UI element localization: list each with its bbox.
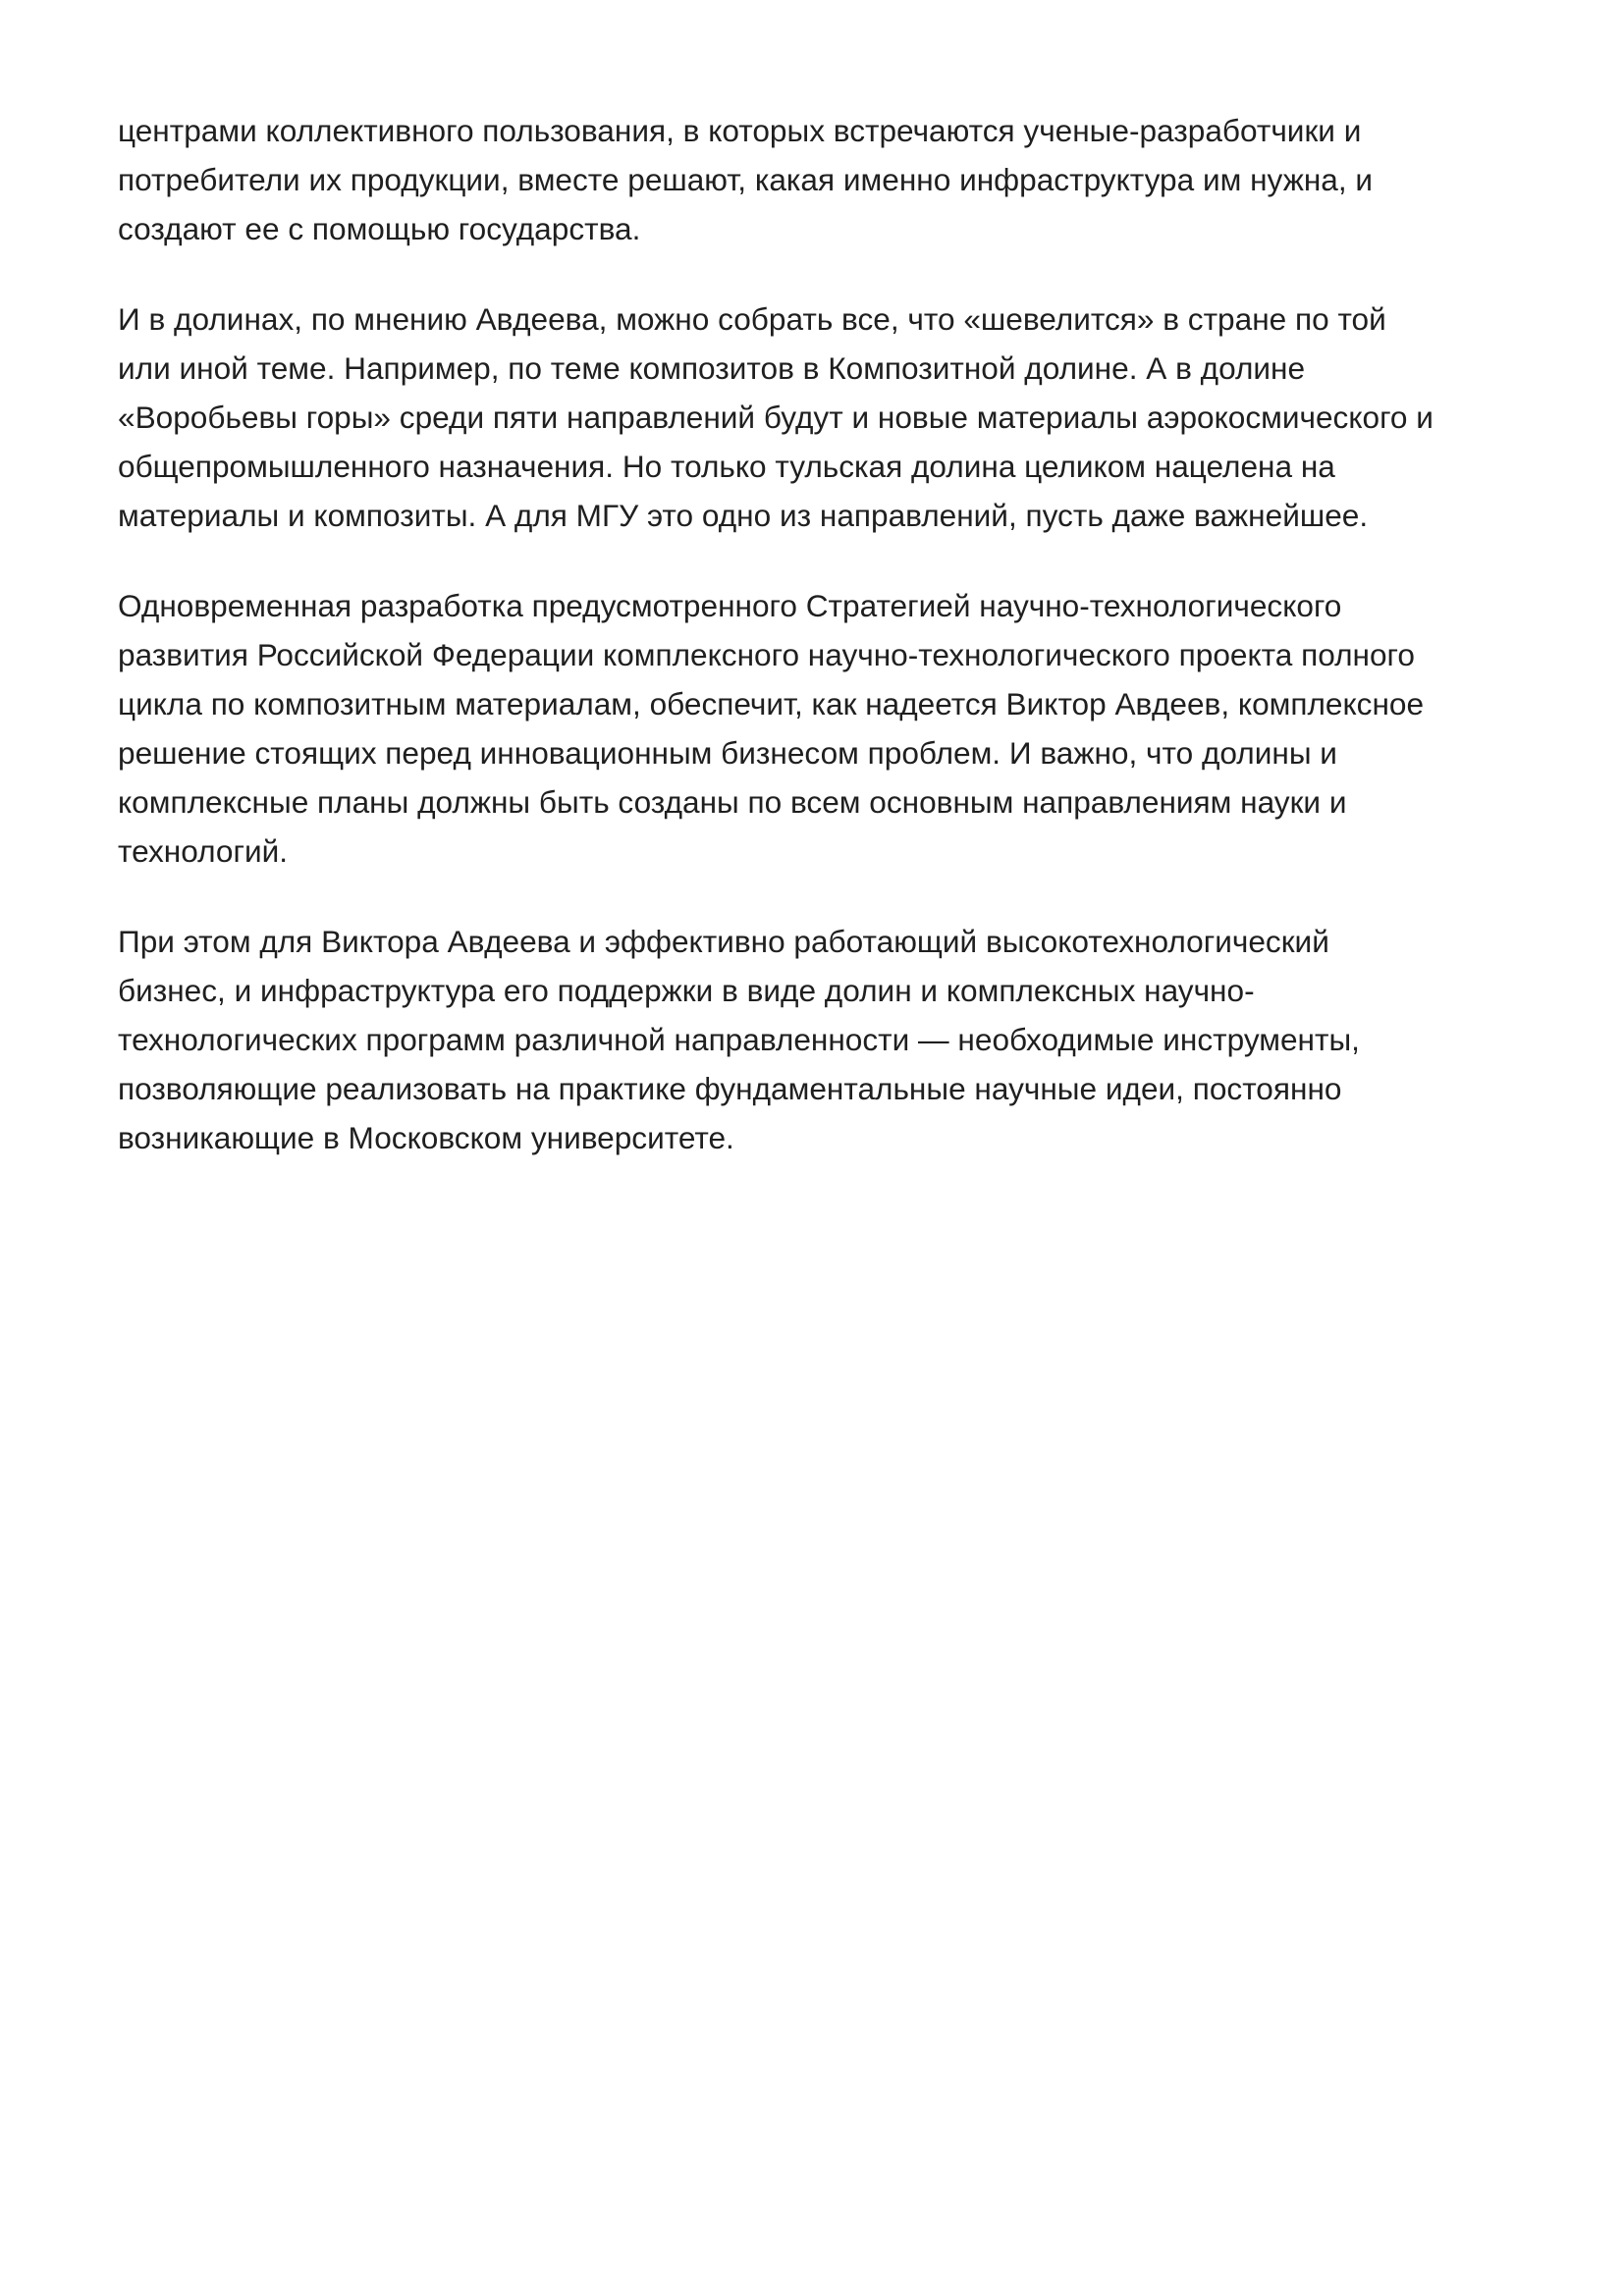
text-line: общепромышленного назначения. Но только тульская долина целиком нацелена на: [118, 449, 1335, 484]
text-line: возникающие в Московском университете.: [118, 1120, 734, 1155]
text-line: Одновременная разработка предусмотренного Стратегией научно-технологического: [118, 588, 1342, 623]
paragraph-2: [118, 294, 1532, 540]
text-line: позволяющие реализовать на практике фундаментальные научные идеи, постоянно: [118, 1071, 1342, 1106]
paragraph-4: [118, 917, 1532, 1162]
article-body: [118, 106, 1532, 1203]
text-line: или иной теме. Например, по теме композитов в Композитной долине. А в долине: [118, 350, 1306, 386]
text-line: создают ее с помощью государства.: [118, 211, 641, 246]
text-line: комплексные планы должны быть созданы по всем основным направлениям науки и: [118, 784, 1347, 820]
text-line: «Воробьевы горы» среди пяти направлений будут и новые материалы аэрокосмического и: [118, 400, 1434, 435]
text-line: цикла по композитным материалам, обеспечит, как надеется Виктор Авдеев, комплексное: [118, 686, 1425, 721]
text-line: решение стоящих перед инновационным бизнесом проблем. И важно, что долины и: [118, 735, 1337, 771]
paragraph-1: [118, 106, 1532, 253]
paragraph-3: [118, 581, 1532, 876]
text-line: технологий.: [118, 833, 289, 869]
text-line: развития Российской Федерации комплексного научно-технологического проекта полного: [118, 637, 1415, 672]
text-line: бизнес, и инфраструктура его поддержки в виде долин и комплексных научно-: [118, 973, 1255, 1008]
text-line: материалы и композиты. А для МГУ это одно из направлений, пусть даже важнейшее.: [118, 498, 1369, 533]
text-line: технологических программ различной направленности — необходимые инструменты,: [118, 1022, 1360, 1057]
text-line: При этом для Виктора Авдеева и эффективно работающий высокотехнологический: [118, 924, 1329, 959]
text-line: потребители их продукции, вместе решают, какая именно инфраструктура им нужна, и: [118, 162, 1374, 197]
text-line: центрами коллективного пользования, в которых встречаются ученые-разработчики и: [118, 113, 1362, 148]
text-line: И в долинах, по мнению Авдеева, можно собрать все, что «шевелится» в стране по той: [118, 301, 1386, 337]
